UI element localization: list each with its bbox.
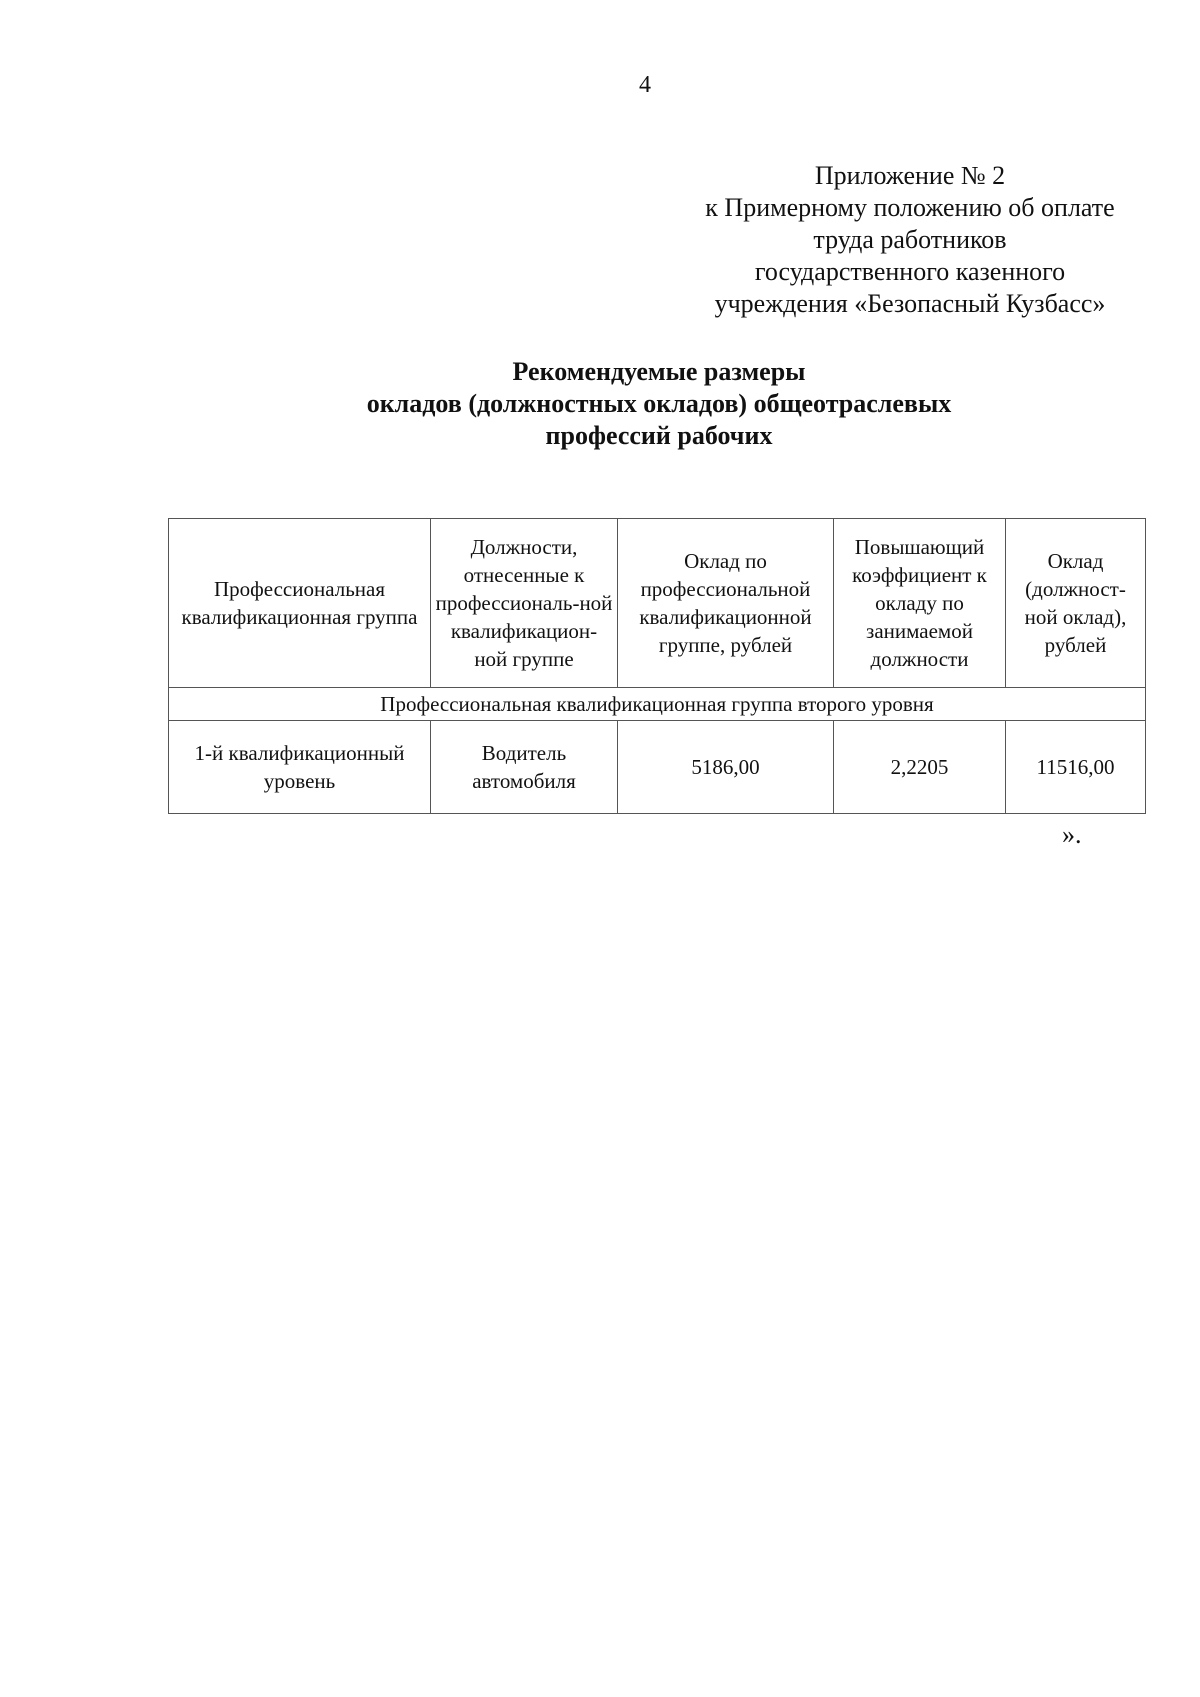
header-coefficient: Повышающий коэффициент к окладу по занимаемой должности	[834, 519, 1006, 688]
cell-position: Водитель автомобиля	[431, 721, 618, 814]
title-line: Рекомендуемые размеры	[512, 357, 806, 386]
group-row-label: Профессиональная квалификационная группа второго уровня	[169, 688, 1146, 721]
salary-table	[168, 518, 1146, 814]
header-professional-group: Профессиональная квалификационная группа	[169, 519, 431, 688]
title-line: профессий рабочих	[545, 421, 773, 450]
header-salary: Оклад (должност-ной оклад), рублей	[1006, 519, 1146, 688]
appendix-line: труда работников	[813, 225, 1007, 254]
appendix-header	[640, 160, 1180, 320]
table-header-row	[169, 519, 1146, 688]
appendix-line: государственного казенного	[754, 257, 1066, 286]
cell-coefficient: 2,2205	[834, 721, 1006, 814]
table-row	[169, 721, 1146, 814]
title-line: окладов (должностных окладов) общеотраслевых	[366, 389, 952, 418]
cell-level: 1-й квалификационный уровень	[169, 721, 431, 814]
cell-salary: 11516,00	[1006, 721, 1146, 814]
appendix-line: учреждения «Безопасный Кузбасс»	[714, 289, 1106, 318]
group-row	[169, 688, 1146, 721]
header-base-salary: Оклад по профессиональной квалификационной группе, рублей	[618, 519, 834, 688]
document-title	[0, 356, 1200, 452]
appendix-line: к Примерному положению об оплате	[705, 193, 1115, 222]
page-number: 4	[639, 72, 651, 98]
appendix-line: Приложение № 2	[814, 161, 1006, 190]
cell-base-salary: 5186,00	[618, 721, 834, 814]
header-positions: Должности, отнесенные к профессиональ-ной квалификацион-ной группе	[431, 519, 618, 688]
closing-quote: ».	[1062, 820, 1082, 849]
